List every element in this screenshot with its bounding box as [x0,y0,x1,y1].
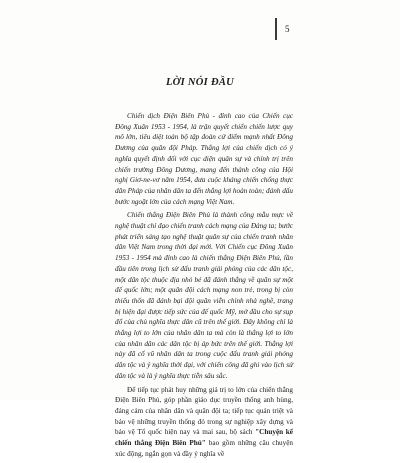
paragraph [115,385,293,460]
paragraph: Chiến dịch Điện Biên Phủ - đỉnh cao của Chiến cục Đông Xuân 1953 - 1954, là trận quyết chiến chiến lược quy mô lớn, tiêu diệt toàn bộ tập đoàn cứ điểm mạnh nhất Đông Dương của quân đội Pháp. Thắng lợi của chiến dịch có ý nghĩa quyết định đối với cục diện quân sự và chính trị trên chiến trường Đông Dương, mang đến thành công của Hội nghị Giơ-ne-vơ năm 1954, đưa cuộc kháng chiến chống thực dân Pháp của nhân dân ta đến thắng lợi hoàn toàn; đánh dấu bước ngoặt lớn của cách mạng Việt Nam. [115,112,293,206]
page-number: 5 [285,24,290,34]
paragraph: Chiến thắng Điện Biên Phủ là thành công mẫu mực về nghệ thuật chỉ đạo chiến tranh cách mạng của Đảng ta; bước phát triển sáng tạo nghệ thuật quân sự của chiến tranh nhân dân Việt Nam trong thời đại mới. Với Chiến cục Đông Xuân 1953 - 1954 mà đỉnh cao là chiến thắng Điện Biên Phủ, lần đầu tiên trong lịch sử đấu tranh giải phóng của các dân tộc, một dân tộc thuộc địa nhỏ bé đã đánh thắng về quân sự một đế quốc lớn; một quân đội cách mạng non trẻ, trong bị còn thiếu thốn đã đánh bại đội quân viễn chinh nhà nghề, trang bị hiện đại được tiếp sức của đế quốc Mỹ, mở đầu cho sự sụp đổ của chủ nghĩa thực dân cũ trên thế giới. Đây không chỉ là thắng lợi to lớn của nhân dân ta mà còn là thắng lợi to lớn của nhân dân các dân tộc bị áp bức trên thế giới. Thắng lợi này đã cổ vũ nhân dân ta trong cuộc đấu tranh giải phóng dân tộc và ý nghĩa thời đại, với chiến công đã ghi vào lịch sử dân tộc và là ý nghĩa thực tiễn sâu sắc. [115,211,293,380]
closing-text: bao gồm những câu chuyện xúc động, ngắn gọn và đầy ý nghĩa về [115,439,294,458]
page-heading: LỜI NÓI ĐẦU [165,77,235,88]
series-title: "Chuyện kể chiến thắng Điện Biên Phủ" [115,428,293,448]
page-number-rule [275,18,277,40]
body-text [115,111,293,463]
paragraph-text: Để tiếp tục phát huy những giá trị to lớn của chiến thắng Điện Biên Phủ, góp phần giáo dục truyền thống anh hùng, đáng cảm của nhân dân và quân đội ta; tiếp tục quán triệt và bảo vệ những truyền thống đó trong sự nghiệp xây dựng và bảo vệ Tổ quốc hiện nay và mai sau, bộ sách [115,385,293,437]
